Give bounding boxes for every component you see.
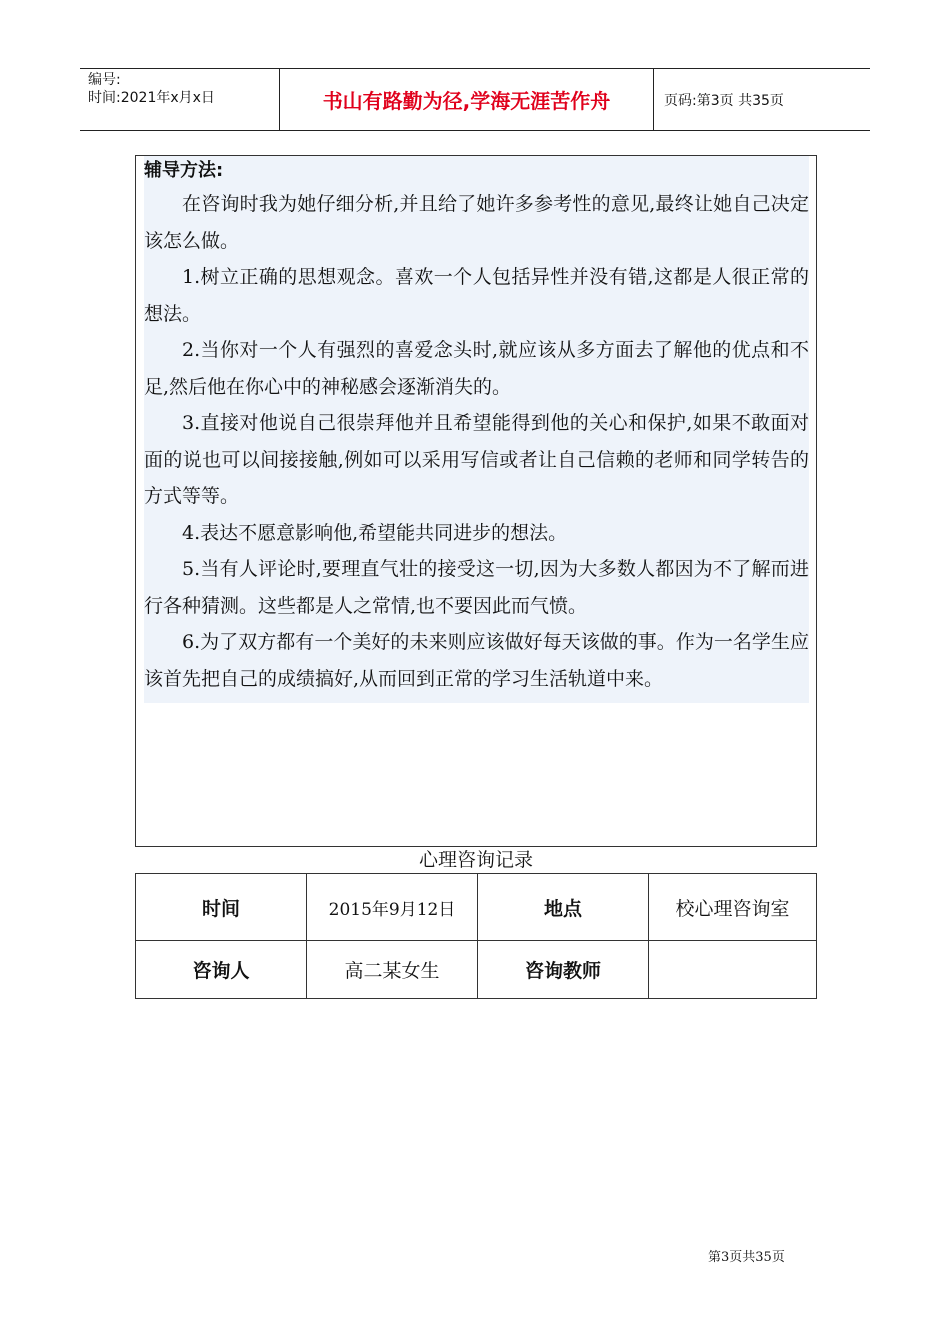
client-label: 咨询人 bbox=[136, 941, 307, 999]
header-page-number: 页码:第3页 共35页 bbox=[664, 92, 784, 109]
header-motto: 书山有路勤为径,学海无涯苦作舟 bbox=[280, 69, 654, 130]
place-label: 地点 bbox=[478, 874, 649, 941]
teacher-value bbox=[649, 941, 817, 999]
guidance-paragraph: 在咨询时我为她仔细分析,并且给了她许多参考性的意见,最终让她自己决定该怎么做。 bbox=[144, 193, 809, 252]
guidance-paragraph: 5.当有人评论时,要理直气壮的接受这一切,因为大多数人都因为不了解而进行各种猜测。这些都是人之常情,也不要因此而气愤。 bbox=[144, 558, 809, 617]
guidance-paragraph: 4.表达不愿意影响他,希望能共同进步的想法。 bbox=[182, 521, 568, 544]
time-label: 时间 bbox=[136, 874, 307, 941]
record-caption: 心理咨询记录 bbox=[418, 849, 533, 871]
guidance-paragraph: 2.当你对一个人有强烈的喜爱念头时,就应该从多方面去了解他的优点和不足,然后他在你心中的神秘感会逐渐消失的。 bbox=[144, 339, 809, 398]
page-header bbox=[80, 68, 870, 131]
guidance-paragraph: 6.为了双方都有一个美好的未来则应该做好每天该做的事。作为一名学生应该首先把自己的成绩搞好,从而回到正常的学习生活轨道中来。 bbox=[144, 631, 809, 690]
header-info bbox=[80, 69, 280, 130]
guidance-heading: 辅导方法: bbox=[144, 160, 224, 181]
client-value: 高二某女生 bbox=[307, 941, 478, 999]
guidance-paragraph: 3.直接对他说自己很崇拜他并且希望能得到他的关心和保护,如果不敢面对面的说也可以间接接触,例如可以采用写信或者让自己信赖的老师和同学转告的方式等等。 bbox=[144, 412, 809, 507]
place-value: 校心理咨询室 bbox=[649, 874, 817, 941]
header-number: 编号: bbox=[88, 72, 121, 88]
guidance-content bbox=[144, 156, 809, 703]
table-row bbox=[136, 874, 817, 941]
record-table bbox=[135, 873, 817, 999]
page-footer: 第3页共35页 bbox=[708, 1250, 785, 1265]
time-value: 2015年9月12日 bbox=[307, 874, 478, 941]
header-time: 时间:2021年x月x日 bbox=[88, 90, 215, 106]
guidance-box bbox=[135, 155, 817, 847]
table-row bbox=[136, 941, 817, 999]
teacher-label: 咨询教师 bbox=[478, 941, 649, 999]
guidance-paragraph: 1.树立正确的思想观念。喜欢一个人包括异性并没有错,这都是人很正常的想法。 bbox=[144, 266, 809, 325]
